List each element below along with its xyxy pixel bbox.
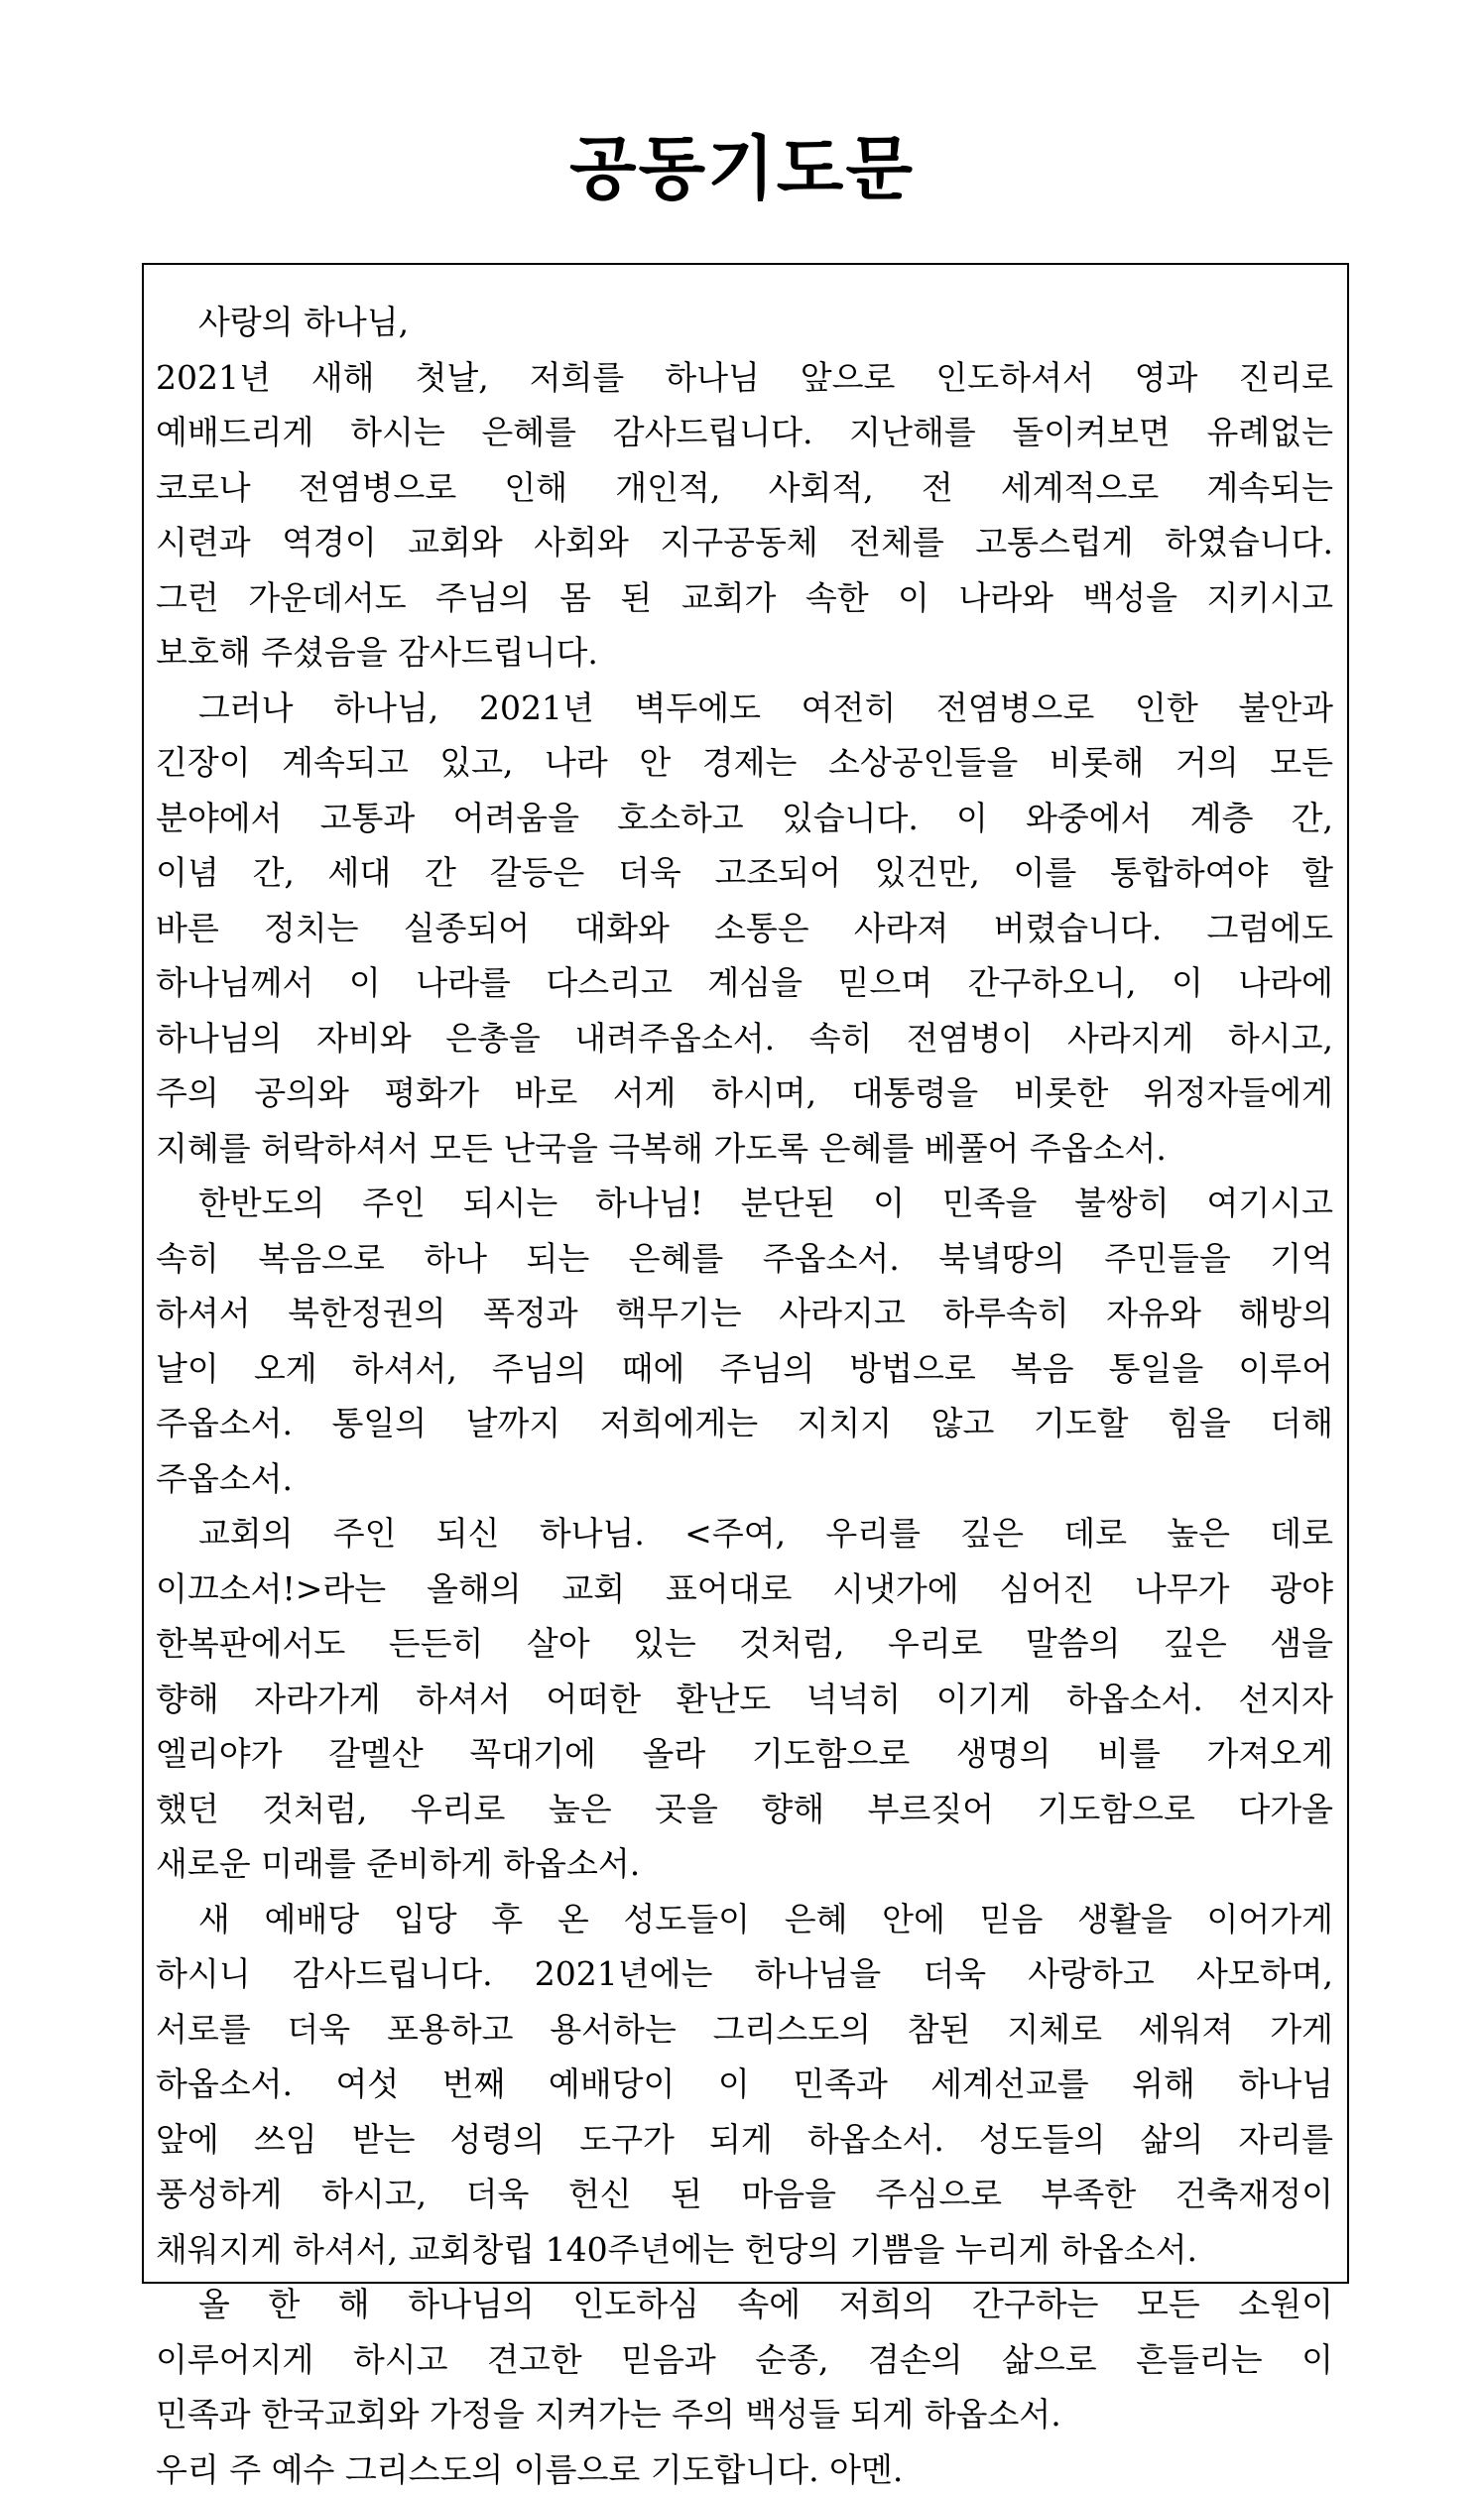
prayer-line: 앞에 쓰임 받는 성령의 도구가 되게 하옵소서. 성도들의 삶의 자리를 bbox=[156, 2112, 1333, 2168]
prayer-line: 민족과 한국교회와 가정을 지켜가는 주의 백성들 되게 하옵소서. bbox=[156, 2387, 1333, 2442]
prayer-line: 그런 가운데서도 주님의 몸 된 교회가 속한 이 나라와 백성을 지키시고 bbox=[156, 570, 1333, 626]
prayer-line: 향해 자라가게 하셔서 어떠한 환난도 넉넉히 이기게 하옵소서. 선지자 bbox=[156, 1672, 1333, 1727]
prayer-line: 새로운 미래를 준비하게 하옵소서. bbox=[156, 1836, 1333, 1892]
prayer-box bbox=[142, 263, 1349, 2284]
prayer-line: 시련과 역경이 교회와 사회와 지구공동체 전체를 고통스럽게 하였습니다. bbox=[156, 515, 1333, 570]
prayer-line: 채워지게 하셔서, 교회창립 140주년에는 헌당의 기쁨을 누리게 하옵소서. bbox=[156, 2222, 1333, 2278]
prayer-line: 우리 주 예수 그리스도의 이름으로 기도합니다. 아멘. bbox=[156, 2442, 1333, 2497]
prayer-body bbox=[156, 295, 1333, 2497]
prayer-line: 하나님의 자비와 은총을 내려주옵소서. 속히 전염병이 사라지게 하시고, bbox=[156, 1011, 1333, 1066]
prayer-line: 교회의 주인 되신 하나님. <주여, 우리를 깊은 데로 높은 데로 bbox=[156, 1506, 1333, 1561]
prayer-line: 속히 복음으로 하나 되는 은혜를 주옵소서. 북녘땅의 주민들을 기억 bbox=[156, 1231, 1333, 1287]
prayer-line: 그러나 하나님, 2021년 벽두에도 여전히 전염병으로 인한 불안과 bbox=[156, 681, 1333, 736]
prayer-line: 분야에서 고통과 어려움을 호소하고 있습니다. 이 와중에서 계층 간, bbox=[156, 791, 1333, 846]
prayer-line: 한복판에서도 든든히 살아 있는 것처럼, 우리로 말씀의 깊은 샘을 bbox=[156, 1616, 1333, 1672]
prayer-line: 바른 정치는 실종되어 대화와 소통은 사라져 버렸습니다. 그럼에도 bbox=[156, 901, 1333, 956]
prayer-line: 했던 것처럼, 우리로 높은 곳을 향해 부르짖어 기도함으로 다가올 bbox=[156, 1782, 1333, 1837]
prayer-line: 코로나 전염병으로 인해 개인적, 사회적, 전 세계적으로 계속되는 bbox=[156, 460, 1333, 516]
prayer-line: 하나님께서 이 나라를 다스리고 계심을 믿으며 간구하오니, 이 나라에 bbox=[156, 955, 1333, 1011]
prayer-line: 엘리야가 갈멜산 꼭대기에 올라 기도함으로 생명의 비를 가져오게 bbox=[156, 1726, 1333, 1782]
prayer-line: 긴장이 계속되고 있고, 나라 안 경제는 소상공인들을 비롯해 거의 모든 bbox=[156, 735, 1333, 791]
prayer-line: 지혜를 허락하셔서 모든 난국을 극복해 가도록 은혜를 베풀어 주옵소서. bbox=[156, 1121, 1333, 1177]
prayer-line: 이끄소서!>라는 올해의 교회 표어대로 시냇가에 심어진 나무가 광야 bbox=[156, 1561, 1333, 1617]
prayer-line: 하셔서 북한정권의 폭정과 핵무기는 사라지고 하루속히 자유와 해방의 bbox=[156, 1286, 1333, 1341]
prayer-line: 하시니 감사드립니다. 2021년에는 하나님을 더욱 사랑하고 사모하며, bbox=[156, 1946, 1333, 2002]
prayer-line: 주옵소서. bbox=[156, 1451, 1333, 1507]
prayer-line: 날이 오게 하셔서, 주님의 때에 주님의 방법으로 복음 통일을 이루어 bbox=[156, 1341, 1333, 1397]
prayer-line: 새 예배당 입당 후 온 성도들이 은혜 안에 믿음 생활을 이어가게 bbox=[156, 1892, 1333, 1947]
prayer-line: 하옵소서. 여섯 번째 예배당이 이 민족과 세계선교를 위해 하나님 bbox=[156, 2057, 1333, 2112]
page-title: 공동기도문 bbox=[0, 119, 1484, 218]
prayer-line: 서로를 더욱 포용하고 용서하는 그리스도의 참된 지체로 세워져 가게 bbox=[156, 2002, 1333, 2058]
prayer-line: 주의 공의와 평화가 바로 서게 하시며, 대통령을 비롯한 위정자들에게 bbox=[156, 1065, 1333, 1121]
prayer-line: 2021년 새해 첫날, 저희를 하나님 앞으로 인도하셔서 영과 진리로 bbox=[156, 350, 1333, 406]
prayer-line: 한반도의 주인 되시는 하나님! 분단된 이 민족을 불쌍히 여기시고 bbox=[156, 1176, 1333, 1231]
prayer-line: 주옵소서. 통일의 날까지 저희에게는 지치지 않고 기도할 힘을 더해 bbox=[156, 1396, 1333, 1451]
prayer-line: 이루어지게 하시고 견고한 믿음과 순종, 겸손의 삶으로 흔들리는 이 bbox=[156, 2332, 1333, 2388]
prayer-line: 사랑의 하나님, bbox=[156, 295, 1333, 350]
prayer-line: 올 한 해 하나님의 인도하심 속에 저희의 간구하는 모든 소원이 bbox=[156, 2277, 1333, 2332]
prayer-line: 예배드리게 하시는 은혜를 감사드립니다. 지난해를 돌이켜보면 유례없는 bbox=[156, 405, 1333, 460]
prayer-line: 이념 간, 세대 간 갈등은 더욱 고조되어 있건만, 이를 통합하여야 할 bbox=[156, 845, 1333, 901]
prayer-line: 풍성하게 하시고, 더욱 헌신 된 마음을 주심으로 부족한 건축재정이 bbox=[156, 2167, 1333, 2222]
prayer-line: 보호해 주셨음을 감사드립니다. bbox=[156, 625, 1333, 681]
